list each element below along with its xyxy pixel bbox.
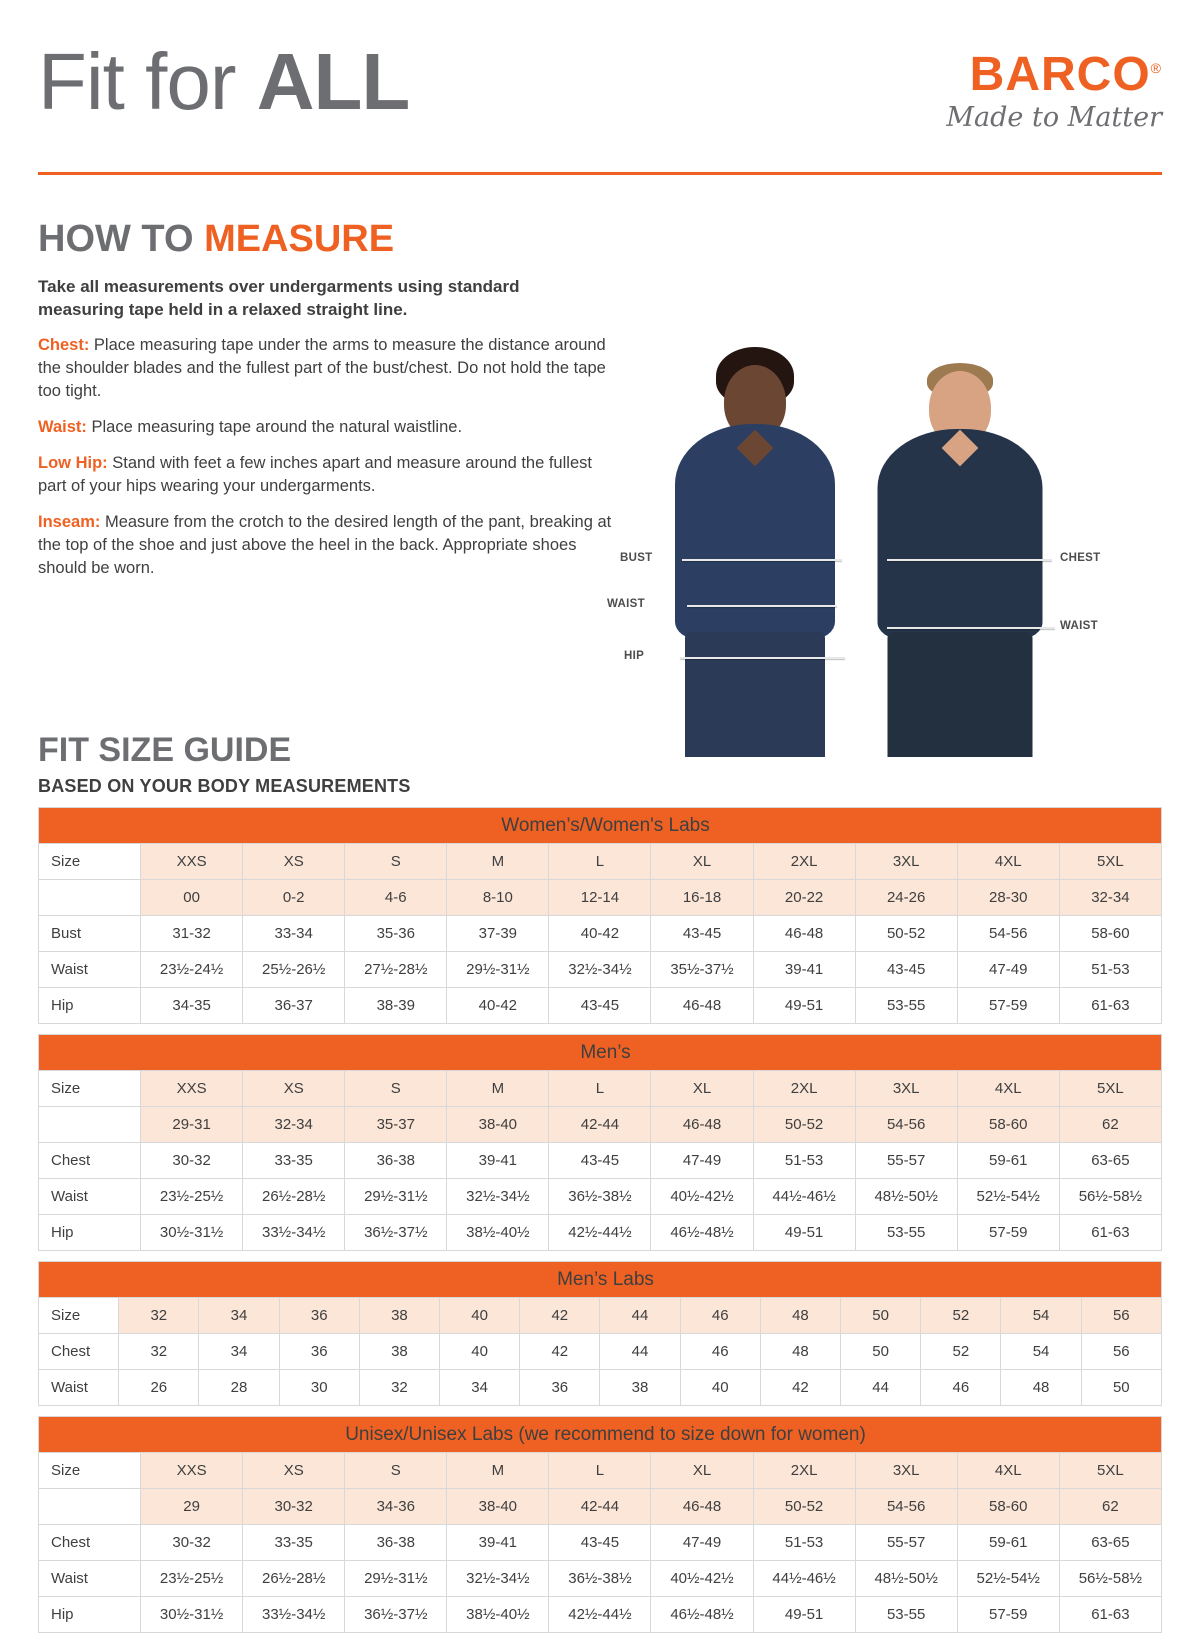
table-cell: 43-45 [549, 1143, 651, 1179]
table-cell: 30½-31½ [141, 1215, 243, 1251]
table-cell: 47-49 [651, 1143, 753, 1179]
measure-item-low-hip-text: Stand with feet a few inches apart and measure around the fullest part of your hips wearing your undergarments. [38, 454, 592, 495]
table-cell: 4-6 [345, 880, 447, 916]
table-cell: 49-51 [753, 988, 855, 1024]
page-header [38, 0, 1162, 162]
table-cell: 56½-58½ [1059, 1561, 1161, 1597]
table-cell: 54-56 [855, 1489, 957, 1525]
table-cell: 54-56 [957, 916, 1059, 952]
table-cell: 5XL [1059, 844, 1161, 880]
table-cell: 57-59 [957, 988, 1059, 1024]
table-row [39, 916, 1162, 952]
table-cell: 46-48 [753, 916, 855, 952]
table-cell: 42-44 [549, 1489, 651, 1525]
table-cell: 46-48 [651, 988, 753, 1024]
row-label: Hip [39, 1597, 141, 1633]
table-cell: XXS [141, 1453, 243, 1489]
table-cell: 40½-42½ [651, 1561, 753, 1597]
table-cell: 61-63 [1059, 988, 1161, 1024]
measure-item-waist-text: Place measuring tape around the natural waistline. [86, 418, 463, 436]
measure-item-waist [38, 416, 618, 439]
table-cell: 63-65 [1059, 1143, 1161, 1179]
table-cell: 53-55 [855, 1215, 957, 1251]
table-cell: 54 [1001, 1334, 1081, 1370]
table-cell: 36½-38½ [549, 1179, 651, 1215]
table-cell: 52 [921, 1298, 1001, 1334]
table-cell: 48 [760, 1334, 840, 1370]
table-cell: L [549, 1453, 651, 1489]
table-cell: 46-48 [651, 1107, 753, 1143]
table-cell: 28 [199, 1370, 279, 1406]
table-cell: 63-65 [1059, 1525, 1161, 1561]
table-cell: 36-38 [345, 1525, 447, 1561]
table-cell: 50-52 [855, 916, 957, 952]
table-cell: 26½-28½ [243, 1561, 345, 1597]
measure-item-low-hip-label: Low Hip: [38, 454, 108, 472]
table-cell: 46½-48½ [651, 1215, 753, 1251]
table-cell: 20-22 [753, 880, 855, 916]
table-cell: 35-36 [345, 916, 447, 952]
table-cell: 3XL [855, 1071, 957, 1107]
measure-intro: Take all measurements over undergarments using standard measuring tape held in a relaxed straight line. [38, 277, 520, 319]
row-label: Chest [39, 1143, 141, 1179]
table-cell: XS [243, 844, 345, 880]
bust-measure-line [682, 559, 842, 561]
table-band-title: Unisex/Unisex Labs (we recommend to size down for women) [39, 1417, 1162, 1453]
table-cell: XXS [141, 1071, 243, 1107]
table-cell: 35-37 [345, 1107, 447, 1143]
page-title-light: Fit for [38, 37, 257, 126]
chest-measure-line [887, 559, 1052, 561]
table-cell: S [345, 844, 447, 880]
table-band-row [39, 1035, 1162, 1071]
table-cell: 12-14 [549, 880, 651, 916]
table-cell: 29½-31½ [345, 1179, 447, 1215]
table-cell: 39-41 [447, 1525, 549, 1561]
row-label: Waist [39, 1370, 119, 1406]
table-cell: 61-63 [1059, 1597, 1161, 1633]
table-row [39, 952, 1162, 988]
table-cell: 38 [359, 1334, 439, 1370]
table-band-title: Men’s [39, 1035, 1162, 1071]
table-cell: 25½-26½ [243, 952, 345, 988]
measure-item-low-hip [38, 452, 618, 498]
table-cell: 56 [1081, 1298, 1161, 1334]
female-model-image [662, 327, 847, 757]
table-cell: 39-41 [447, 1143, 549, 1179]
row-label: Bust [39, 916, 141, 952]
table-cell: 50-52 [753, 1489, 855, 1525]
table-cell: 46½-48½ [651, 1597, 753, 1633]
table-cell: 4XL [957, 1071, 1059, 1107]
table-cell: 43-45 [549, 1525, 651, 1561]
table-row [39, 1215, 1162, 1251]
table-row [39, 1298, 1162, 1334]
table-cell: 47-49 [651, 1525, 753, 1561]
table-cell: 50 [841, 1298, 921, 1334]
table-cell: 43-45 [549, 988, 651, 1024]
table-cell: M [447, 1071, 549, 1107]
table-cell: 42½-44½ [549, 1597, 651, 1633]
table-cell: 23½-25½ [141, 1179, 243, 1215]
measure-item-inseam [38, 511, 618, 580]
table-row [39, 1370, 1162, 1406]
row-label [39, 1489, 141, 1525]
table-cell: 5XL [1059, 1071, 1161, 1107]
table-cell: S [345, 1453, 447, 1489]
table-band-title: Men’s Labs [39, 1262, 1162, 1298]
table-cell: 33½-34½ [243, 1215, 345, 1251]
table-cell: 61-63 [1059, 1215, 1161, 1251]
size-table [38, 1416, 1162, 1633]
table-cell: XS [243, 1453, 345, 1489]
table-band-row [39, 1417, 1162, 1453]
chest-label: CHEST [1060, 552, 1101, 564]
fit-size-guide-subheading: BASED ON YOUR BODY MEASUREMENTS [38, 776, 411, 796]
table-cell: 59-61 [957, 1143, 1059, 1179]
table-cell: 38 [600, 1370, 680, 1406]
size-table [38, 1034, 1162, 1251]
table-cell: 29-31 [141, 1107, 243, 1143]
table-cell: 38½-40½ [447, 1215, 549, 1251]
row-label: Size [39, 1453, 141, 1489]
table-cell: 46-48 [651, 1489, 753, 1525]
table-cell: 00 [141, 880, 243, 916]
heading-plain: HOW TO [38, 218, 205, 260]
table-row [39, 1525, 1162, 1561]
table-cell: 34 [440, 1370, 520, 1406]
table-cell: 57-59 [957, 1597, 1059, 1633]
table-row [39, 1489, 1162, 1525]
row-label: Size [39, 1071, 141, 1107]
table-cell: 44 [841, 1370, 921, 1406]
table-cell: 30-32 [141, 1143, 243, 1179]
table-cell: 24-26 [855, 880, 957, 916]
table-cell: 53-55 [855, 1597, 957, 1633]
table-cell: 31-32 [141, 916, 243, 952]
table-row [39, 844, 1162, 880]
measure-item-chest-text: Place measuring tape under the arms to measure the distance around the shoulder blades and the fullest part of the bust/chest. Do not hold the tape too tight. [38, 336, 606, 400]
table-cell: 51-53 [753, 1525, 855, 1561]
table-cell: 47-49 [957, 952, 1059, 988]
table-row [39, 988, 1162, 1024]
brand-name-text: BARCO [969, 48, 1151, 101]
table-cell: 54 [1001, 1298, 1081, 1334]
row-label: Size [39, 1298, 119, 1334]
table-cell: 40 [440, 1334, 520, 1370]
header-divider [38, 172, 1162, 175]
row-label: Waist [39, 1179, 141, 1215]
waist-label-right: WAIST [1060, 620, 1098, 632]
female-scrub-pants [685, 632, 825, 757]
table-cell: 46 [680, 1298, 760, 1334]
table-cell: 53-55 [855, 988, 957, 1024]
table-cell: 46 [680, 1334, 760, 1370]
table-cell: 42 [520, 1334, 600, 1370]
fit-size-guide-heading: FIT SIZE GUIDE [38, 731, 292, 769]
table-band-title: Women’s/Women's Labs [39, 808, 1162, 844]
registered-mark-icon: ® [1150, 60, 1162, 76]
table-cell: 2XL [753, 1071, 855, 1107]
row-label: Waist [39, 1561, 141, 1597]
table-cell: 26½-28½ [243, 1179, 345, 1215]
table-cell: 50 [1081, 1370, 1161, 1406]
table-cell: 56½-58½ [1059, 1179, 1161, 1215]
table-cell: 32½-34½ [447, 1561, 549, 1597]
table-cell: M [447, 844, 549, 880]
table-cell: 42 [520, 1298, 600, 1334]
table-row [39, 1597, 1162, 1633]
table-cell: 38-39 [345, 988, 447, 1024]
row-label: Chest [39, 1525, 141, 1561]
table-cell: 55-57 [855, 1143, 957, 1179]
table-cell: 23½-25½ [141, 1561, 243, 1597]
table-cell: 59-61 [957, 1525, 1059, 1561]
table-cell: 39-41 [753, 952, 855, 988]
table-cell: 0-2 [243, 880, 345, 916]
bust-label: BUST [620, 552, 653, 564]
size-table [38, 1261, 1162, 1406]
table-cell: 40-42 [447, 988, 549, 1024]
table-row [39, 1453, 1162, 1489]
table-cell: 34 [199, 1298, 279, 1334]
table-cell: 62 [1059, 1489, 1161, 1525]
table-cell: 42-44 [549, 1107, 651, 1143]
table-cell: 33-34 [243, 916, 345, 952]
waist-label-left: WAIST [607, 598, 645, 610]
table-cell: 50 [841, 1334, 921, 1370]
waist-measure-line-left [687, 605, 837, 607]
table-cell: 3XL [855, 1453, 957, 1489]
table-cell: 32 [119, 1298, 199, 1334]
row-label: Chest [39, 1334, 119, 1370]
table-cell: 58-60 [1059, 916, 1161, 952]
heading-accent: MEASURE [204, 218, 395, 260]
table-cell: 54-56 [855, 1107, 957, 1143]
table-cell: 36-38 [345, 1143, 447, 1179]
table-cell: L [549, 844, 651, 880]
table-cell: 36½-38½ [549, 1561, 651, 1597]
table-row [39, 1334, 1162, 1370]
table-cell: 29½-31½ [447, 952, 549, 988]
male-model-image [867, 327, 1052, 757]
table-row [39, 1107, 1162, 1143]
table-cell: 32-34 [1059, 880, 1161, 916]
page-title-bold: ALL [256, 37, 410, 126]
table-cell: 2XL [753, 1453, 855, 1489]
table-cell: 44 [600, 1298, 680, 1334]
row-label [39, 1107, 141, 1143]
table-cell: XL [651, 1453, 753, 1489]
brand-logo [882, 44, 1162, 135]
table-cell: 48 [760, 1298, 840, 1334]
brand-name [882, 44, 1162, 99]
table-cell: 44 [600, 1334, 680, 1370]
table-cell: XL [651, 844, 753, 880]
table-cell: 30½-31½ [141, 1597, 243, 1633]
table-row [39, 880, 1162, 916]
table-cell: 52½-54½ [957, 1179, 1059, 1215]
table-cell: 38-40 [447, 1107, 549, 1143]
table-band-row [39, 1262, 1162, 1298]
table-cell: 52½-54½ [957, 1561, 1059, 1597]
row-label [39, 880, 141, 916]
table-cell: M [447, 1453, 549, 1489]
measure-item-waist-label: Waist: [38, 418, 87, 436]
table-cell: 40 [680, 1370, 760, 1406]
table-cell: 43-45 [855, 952, 957, 988]
table-row [39, 1561, 1162, 1597]
measure-item-inseam-text: Measure from the crotch to the desired length of the pant, breaking at the top of the shoe and just above the heel in the back. Appropriate shoes should be worn. [38, 513, 612, 577]
measure-item-chest-label: Chest: [38, 336, 90, 354]
hip-label: HIP [624, 650, 645, 662]
table-row [39, 1143, 1162, 1179]
table-cell: S [345, 1071, 447, 1107]
table-cell: 32-34 [243, 1107, 345, 1143]
row-label: Size [39, 844, 141, 880]
waist-measure-line-right [887, 627, 1055, 629]
table-cell: 40 [440, 1298, 520, 1334]
measurement-illustration [607, 327, 1162, 757]
table-cell: 46 [921, 1370, 1001, 1406]
table-cell: 34-36 [345, 1489, 447, 1525]
table-cell: 33½-34½ [243, 1597, 345, 1633]
table-cell: 36 [279, 1334, 359, 1370]
table-cell: 36 [520, 1370, 600, 1406]
hip-measure-line [680, 657, 845, 659]
table-cell: 3XL [855, 844, 957, 880]
measure-item-chest [38, 334, 618, 403]
table-cell: 51-53 [1059, 952, 1161, 988]
row-label: Hip [39, 1215, 141, 1251]
measure-item-inseam-label: Inseam: [38, 513, 101, 531]
table-cell: XXS [141, 844, 243, 880]
table-cell: 32 [359, 1370, 439, 1406]
table-cell: 40-42 [549, 916, 651, 952]
table-cell: 50-52 [753, 1107, 855, 1143]
table-cell: XS [243, 1071, 345, 1107]
table-cell: 38 [359, 1298, 439, 1334]
table-cell: 29 [141, 1489, 243, 1525]
table-cell: 38-40 [447, 1489, 549, 1525]
row-label: Waist [39, 952, 141, 988]
table-cell: 23½-24½ [141, 952, 243, 988]
table-cell: 4XL [957, 844, 1059, 880]
table-cell: 36 [279, 1298, 359, 1334]
table-cell: 51-53 [753, 1143, 855, 1179]
table-cell: 16-18 [651, 880, 753, 916]
table-cell: 29½-31½ [345, 1561, 447, 1597]
table-cell: 33-35 [243, 1143, 345, 1179]
table-cell: 5XL [1059, 1453, 1161, 1489]
table-cell: 42½-44½ [549, 1215, 651, 1251]
table-cell: 28-30 [957, 880, 1059, 916]
table-cell: 44½-46½ [753, 1179, 855, 1215]
table-cell: 2XL [753, 844, 855, 880]
table-cell: 30 [279, 1370, 359, 1406]
table-cell: 4XL [957, 1453, 1059, 1489]
table-cell: 35½-37½ [651, 952, 753, 988]
table-cell: L [549, 1071, 651, 1107]
table-cell: 49-51 [753, 1215, 855, 1251]
table-cell: 26 [119, 1370, 199, 1406]
table-cell: 32 [119, 1334, 199, 1370]
table-cell: 62 [1059, 1107, 1161, 1143]
how-to-measure-section [38, 217, 1162, 662]
table-row [39, 1071, 1162, 1107]
table-cell: XL [651, 1071, 753, 1107]
table-cell: 8-10 [447, 880, 549, 916]
table-cell: 57-59 [957, 1215, 1059, 1251]
table-cell: 48 [1001, 1370, 1081, 1406]
table-cell: 58-60 [957, 1489, 1059, 1525]
size-tables-container [38, 807, 1162, 1633]
table-band-row [39, 808, 1162, 844]
table-cell: 48½-50½ [855, 1179, 957, 1215]
table-cell: 36½-37½ [345, 1597, 447, 1633]
table-cell: 32½-34½ [447, 1179, 549, 1215]
table-cell: 27½-28½ [345, 952, 447, 988]
table-cell: 32½-34½ [549, 952, 651, 988]
table-cell: 40½-42½ [651, 1179, 753, 1215]
table-cell: 44½-46½ [753, 1561, 855, 1597]
table-cell: 36½-37½ [345, 1215, 447, 1251]
table-cell: 55-57 [855, 1525, 957, 1561]
table-cell: 49-51 [753, 1597, 855, 1633]
table-cell: 30-32 [243, 1489, 345, 1525]
how-to-measure-heading [38, 217, 1162, 261]
row-label: Hip [39, 988, 141, 1024]
male-scrub-pants [887, 632, 1032, 757]
table-cell: 58-60 [957, 1107, 1059, 1143]
table-cell: 48½-50½ [855, 1561, 957, 1597]
table-cell: 56 [1081, 1334, 1161, 1370]
table-row [39, 1179, 1162, 1215]
table-cell: 42 [760, 1370, 840, 1406]
table-cell: 43-45 [651, 916, 753, 952]
table-cell: 34-35 [141, 988, 243, 1024]
table-cell: 38½-40½ [447, 1597, 549, 1633]
table-cell: 34 [199, 1334, 279, 1370]
table-cell: 33-35 [243, 1525, 345, 1561]
table-cell: 30-32 [141, 1525, 243, 1561]
table-cell: 37-39 [447, 916, 549, 952]
table-cell: 52 [921, 1334, 1001, 1370]
size-table [38, 807, 1162, 1024]
table-cell: 36-37 [243, 988, 345, 1024]
brand-tagline: Made to Matter [946, 102, 1162, 133]
